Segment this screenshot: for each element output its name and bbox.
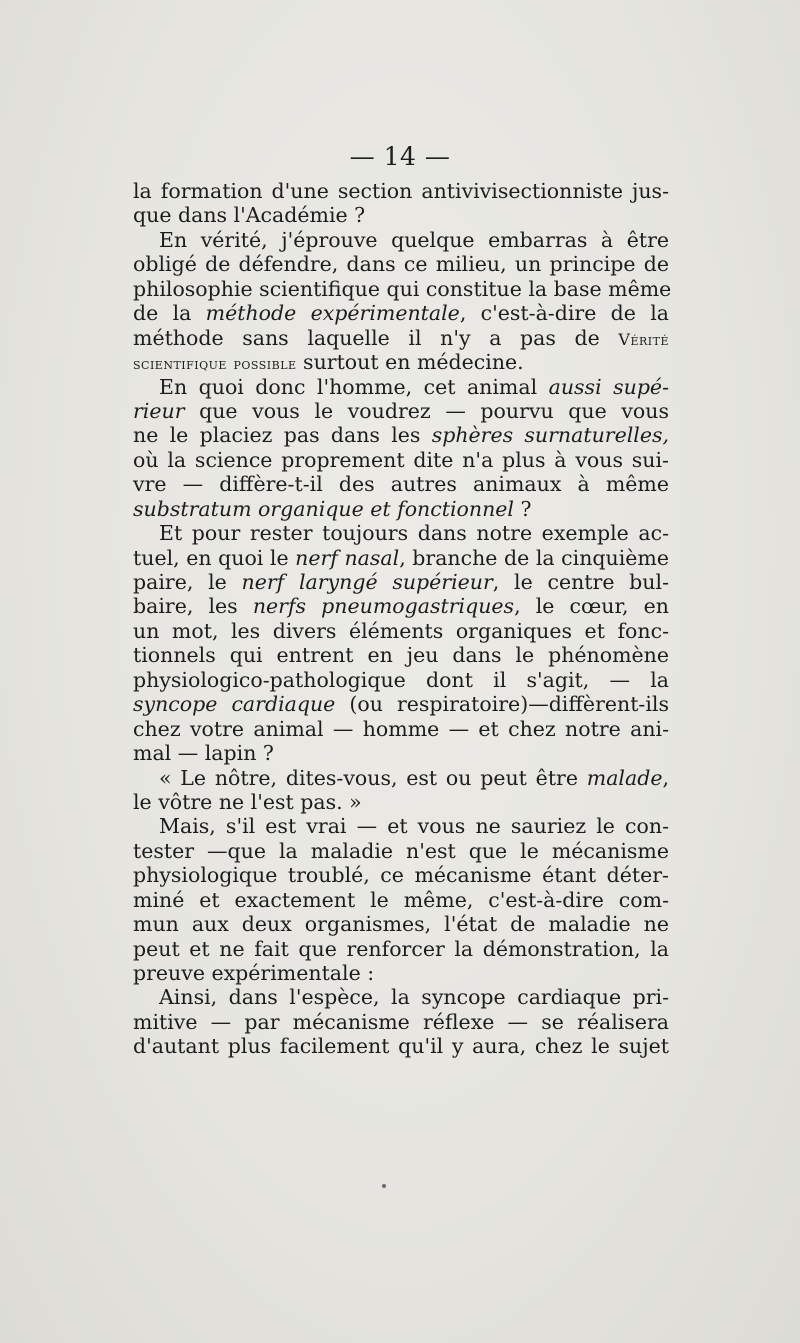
text-line <box>133 570 669 594</box>
text-line <box>133 497 669 521</box>
text-line: la formation d'une section antivivisectionniste jus- <box>133 179 669 203</box>
text-run: (ou respiratoire)—diffèrent-ils <box>335 692 669 717</box>
italic-term: méthode expérimentale <box>205 301 460 326</box>
text-line: Et pour rester toujours dans notre exemple ac- <box>159 521 669 546</box>
text-line <box>133 594 669 618</box>
text-line: peut et ne fait que renforcer la démonstration, la <box>133 936 669 961</box>
text-run: , branche de la cinquième <box>399 545 669 570</box>
text-line <box>133 326 669 350</box>
text-line: physiologique troublé, ce mécanisme étant déter- <box>133 863 669 888</box>
text-line: mitive — par mécanisme réflexe — se réalisera <box>133 1009 669 1034</box>
text-line: d'autant plus facilement qu'il y aura, chez le sujet <box>133 1034 669 1059</box>
text-line: tionnels qui entrent en jeu dans le phénomène <box>133 643 669 668</box>
italic-term: syncope cardiaque <box>133 692 336 717</box>
text-line: En vérité, j'éprouve quelque embarras à être <box>159 227 669 252</box>
text-line: obligé de défendre, dans ce milieu, un principe de <box>133 252 669 277</box>
text-line: vre — diffère-t-il des autres animaux à même <box>133 472 669 497</box>
text-line: chez votre animal — homme — et chez notre ani- <box>133 716 669 741</box>
text-run: , <box>662 765 669 790</box>
text-run: , c'est-à-dire de la <box>459 301 669 326</box>
text-line <box>133 399 669 423</box>
text-run: surtout en médecine. <box>296 350 524 375</box>
text-run: tuel, en quoi le <box>133 545 296 570</box>
text-line: philosophie scientifique qui constitue la base même <box>133 276 672 301</box>
text-line: mun aux deux organismes, l'état de maladie ne <box>133 912 669 937</box>
body-text <box>133 179 672 1059</box>
text-line: que dans l'Académie ? <box>133 203 366 228</box>
text-run: paire, le <box>133 570 242 594</box>
text-line <box>133 375 669 399</box>
text-run: « Le nôtre, dites-vous, est ou peut être <box>159 765 587 790</box>
italic-term: substratum organique et fonctionnel <box>133 496 514 521</box>
italic-term: rieur <box>133 398 185 423</box>
text-run: baire, les <box>133 594 253 619</box>
text-line: Mais, s'il est vrai — et vous ne sauriez le con- <box>159 814 669 839</box>
italic-term: malade <box>586 765 663 790</box>
text-line: miné et exactement le même, c'est-à-dire com- <box>133 887 669 912</box>
small-caps-term: possible <box>233 354 297 374</box>
text-line: où la science proprement dite n'a plus à vous sui- <box>133 447 669 472</box>
ink-speck <box>382 1184 386 1188</box>
small-caps-term: scientifique <box>133 354 227 374</box>
text-line <box>133 301 669 325</box>
page-number: — 14 — <box>349 142 451 171</box>
text-line: physiologico-pathologique dont il s'agit, — la <box>133 667 669 692</box>
italic-term: aussi supé- <box>548 374 669 399</box>
text-line <box>133 350 669 374</box>
small-caps-term: Vérité <box>618 329 669 349</box>
text-run: que vous le voudrez — pourvu que vous <box>184 398 669 423</box>
text-line <box>133 766 669 790</box>
text-line <box>133 423 669 447</box>
text-run: méthode sans laquelle il n'y a pas de <box>133 325 619 350</box>
text-line: le vôtre ne l'est pas. » <box>133 789 362 814</box>
text-run: , le centre bul- <box>492 570 669 594</box>
text-run: de la <box>133 301 206 326</box>
text-line: un mot, les divers éléments organiques et fonc- <box>133 618 669 643</box>
italic-term: nerf nasal <box>295 545 400 570</box>
text-run: En quoi donc l'homme, cet animal <box>159 374 549 399</box>
text-line <box>133 546 669 570</box>
text-line: Ainsi, dans l'espèce, la syncope cardiaque pri- <box>159 985 669 1010</box>
text-line <box>133 692 669 716</box>
text-run: ne le placiez pas dans les <box>133 423 432 448</box>
italic-term: nerfs pneumogastriques <box>252 594 515 619</box>
italic-term: sphères surnaturelles, <box>431 423 669 448</box>
text-line: tester —que la maladie n'est que le mécanisme <box>133 838 669 863</box>
text-line: mal — lapin ? <box>133 741 274 766</box>
text-run: , le cœur, en <box>514 594 669 619</box>
text-run: ? <box>513 496 532 521</box>
text-line: preuve expérimentale : <box>133 961 375 985</box>
italic-term: nerf laryngé supérieur <box>241 570 493 594</box>
